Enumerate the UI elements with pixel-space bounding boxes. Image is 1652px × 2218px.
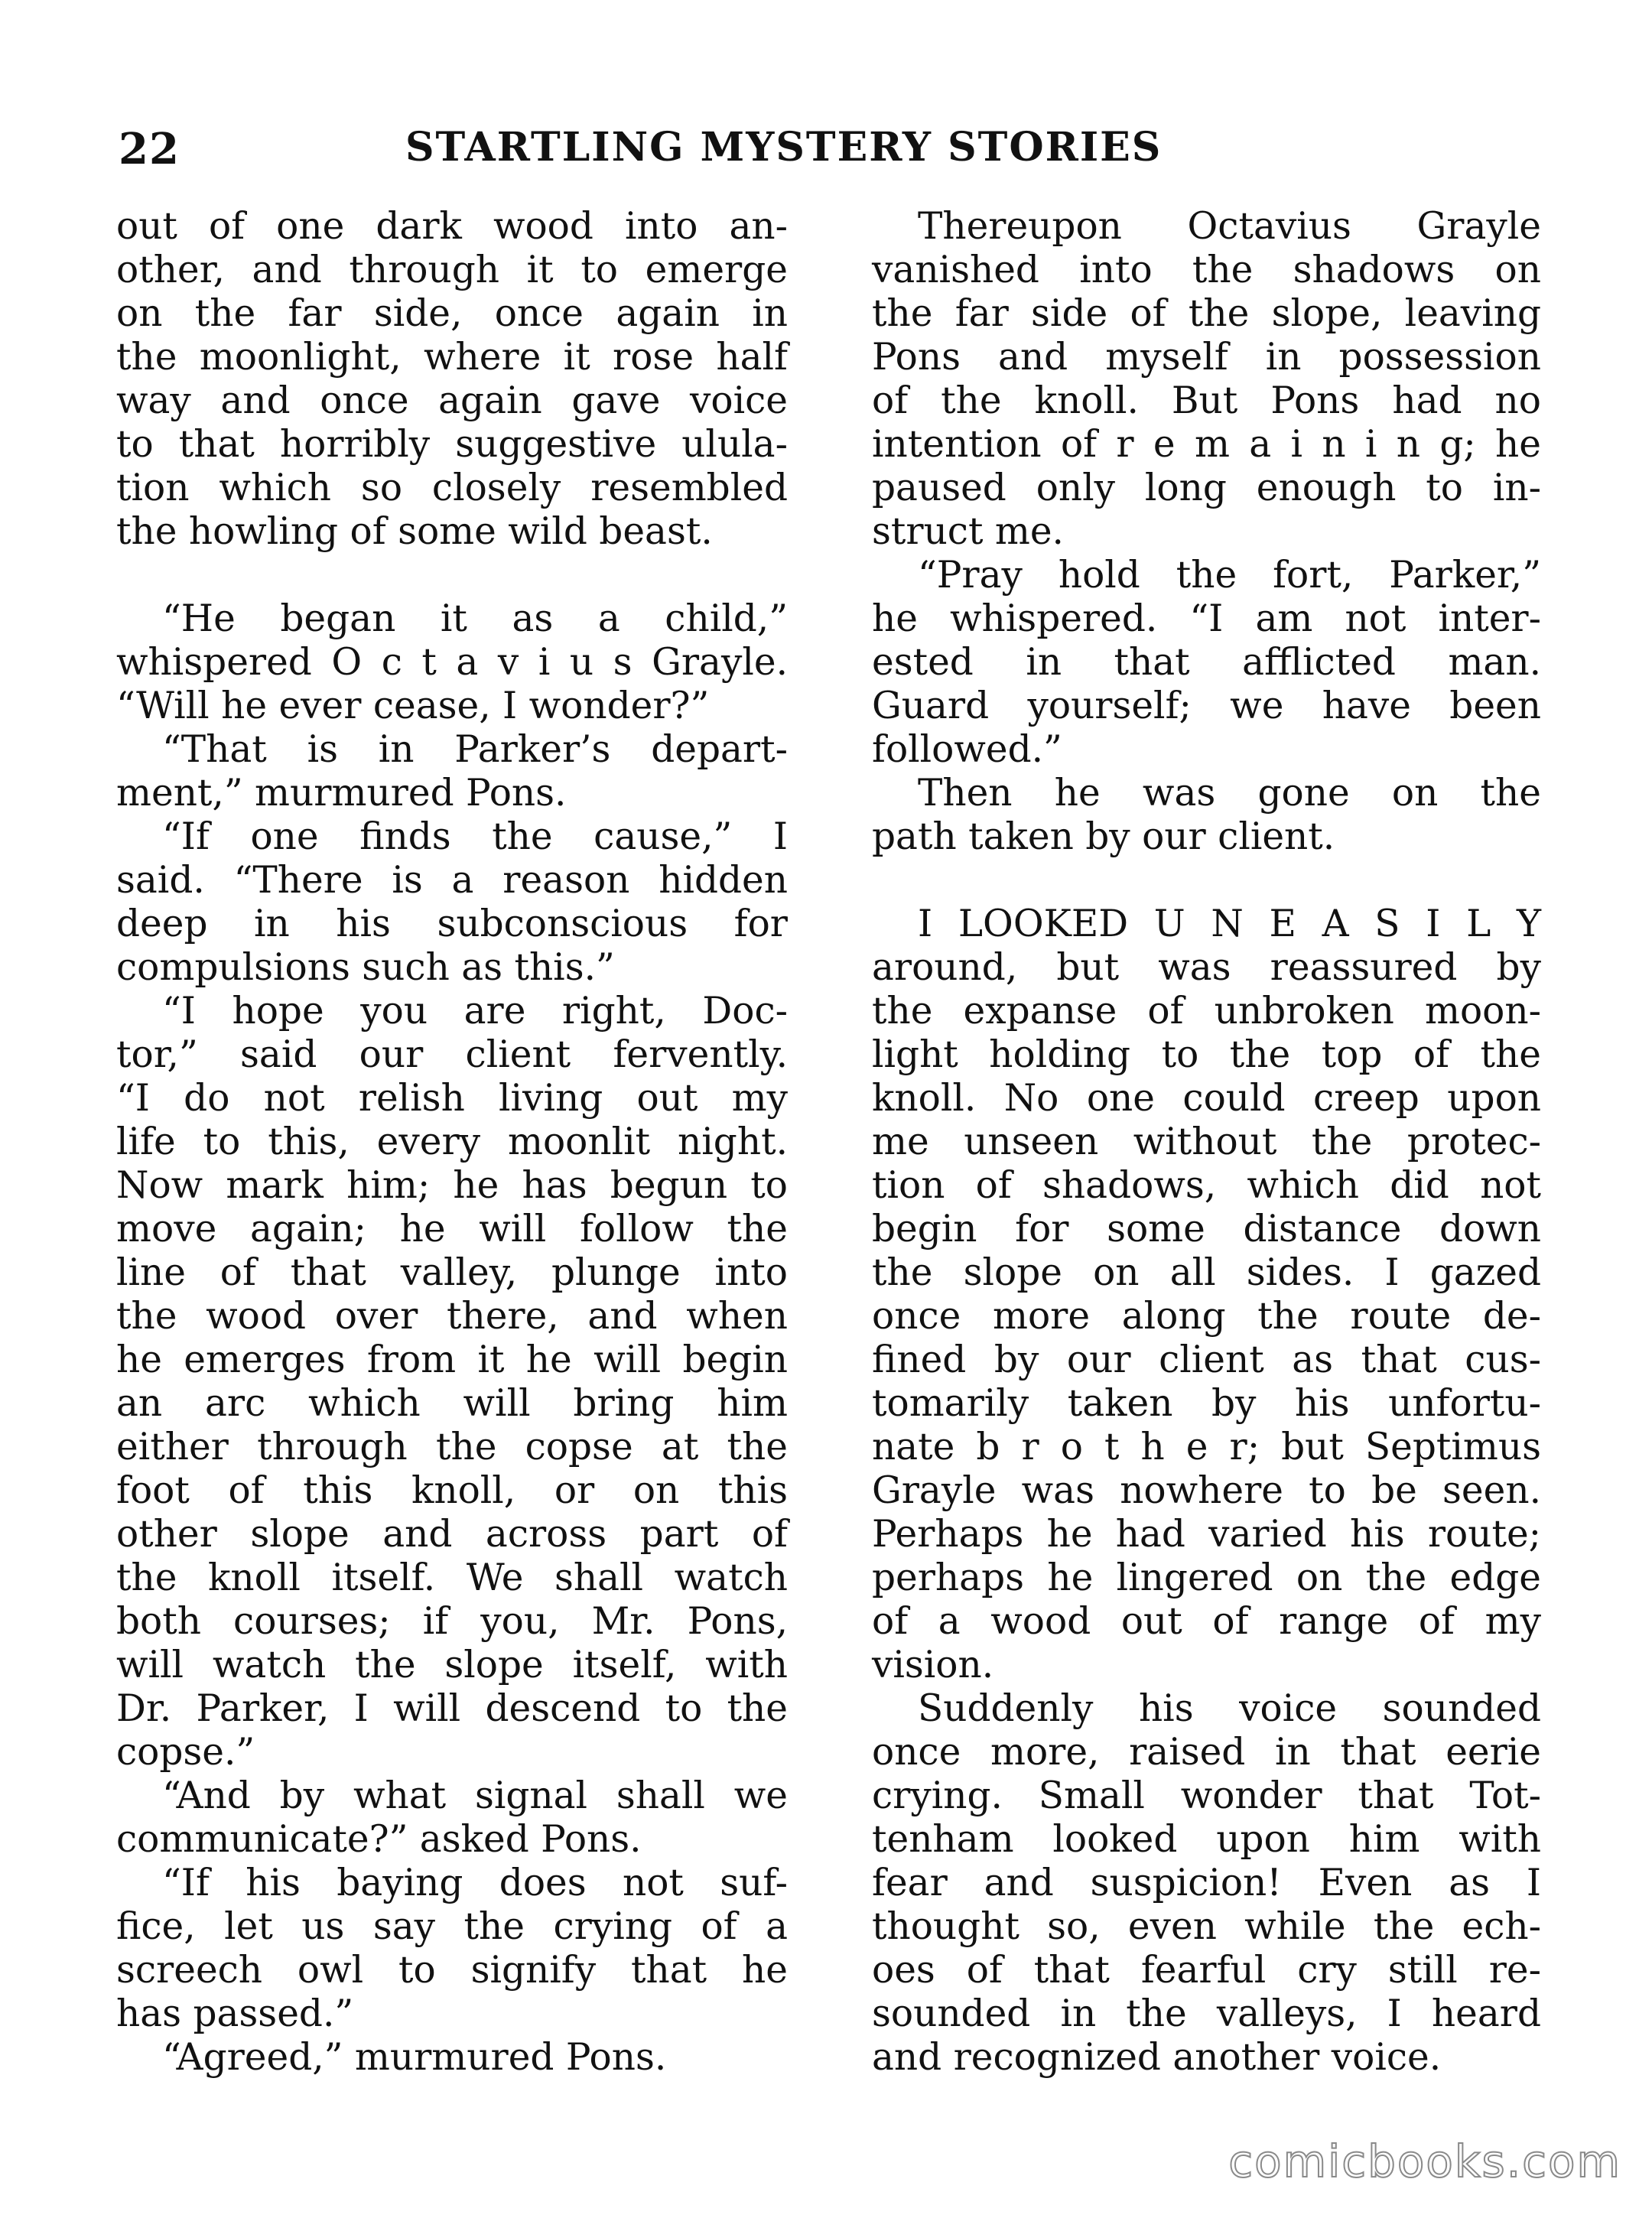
text-line: the far side of the slope, leaving — [872, 292, 1541, 335]
text-line: foot of this knoll, or on this — [116, 1469, 788, 1512]
text-line: Pons and myself in possession — [872, 336, 1541, 379]
text-line: Thereupon Octavius Grayle — [918, 205, 1541, 248]
text-line: Grayle was nowhere to be seen. — [872, 1469, 1541, 1512]
text-line: sounded in the valleys, I heard — [872, 1992, 1541, 2035]
text-line: “If his baying does not suf- — [162, 1862, 788, 1904]
text-line: perhaps he lingered on the edge — [872, 1556, 1541, 1599]
text-line: followed.” — [872, 728, 1062, 771]
text-line: “Agreed,” murmured Pons. — [162, 2036, 667, 2079]
text-line: nate b r o t h e r; but Septimus — [872, 1426, 1541, 1468]
paragraph-gap — [872, 859, 1541, 902]
text-line: the expanse of unbroken moon- — [872, 990, 1541, 1033]
text-line: paused only long enough to in- — [872, 467, 1541, 509]
text-line: will watch the slope itself, with — [116, 1644, 788, 1686]
text-line: the slope on all sides. I gazed — [872, 1251, 1541, 1294]
text-line: light holding to the top of the — [872, 1033, 1541, 1076]
text-line: copse.” — [116, 1731, 255, 1774]
running-head: STARTLING MYSTERY STORIES — [405, 124, 1163, 171]
text-line: I LOOKED U N E A S I L Y — [918, 902, 1541, 945]
text-line: “Pray hold the fort, Parker,” — [918, 554, 1541, 597]
text-line: communicate?” asked Pons. — [116, 1818, 642, 1861]
text-line: ment,” murmured Pons. — [116, 772, 567, 815]
text-line: other slope and across part of — [116, 1513, 788, 1556]
left-column — [116, 205, 788, 2080]
text-line: tenham looked upon him with — [872, 1818, 1541, 1861]
text-line: tion of shadows, which did not — [872, 1164, 1541, 1207]
text-line: fined by our client as that cus- — [872, 1338, 1541, 1381]
text-line: deep in his subconscious for — [116, 902, 788, 945]
text-line: the wood over there, and when — [116, 1295, 788, 1338]
text-line: and recognized another voice. — [872, 2036, 1442, 2079]
text-line: of a wood out of range of my — [872, 1600, 1541, 1643]
text-line: struct me. — [872, 510, 1064, 553]
text-line: Dr. Parker, I will descend to the — [116, 1687, 788, 1730]
text-line: move again; he will follow the — [116, 1208, 788, 1250]
text-line: crying. Small wonder that Tot- — [872, 1774, 1541, 1817]
text-line: Now mark him; he has begun to — [116, 1164, 788, 1207]
text-line: ested in that afflicted man. — [872, 641, 1541, 684]
text-line: the howling of some wild beast. — [116, 510, 713, 553]
text-line: line of that valley, plunge into — [116, 1251, 788, 1294]
text-line: to that horribly suggestive ulula- — [116, 423, 788, 466]
text-line: way and once again gave voice — [116, 379, 788, 422]
text-line: tomarily taken by his unfortu- — [872, 1382, 1541, 1425]
text-line: out of one dark wood into an- — [116, 205, 788, 248]
text-line: either through the copse at the — [116, 1426, 788, 1468]
text-line: thought so, even while the ech- — [872, 1905, 1541, 1948]
page-number: 22 — [119, 124, 180, 174]
text-line: Guard yourself; we have been — [872, 685, 1541, 727]
text-line: an arc which will bring him — [116, 1382, 788, 1425]
text-line: begin for some distance down — [872, 1208, 1541, 1250]
text-line: “I hope you are right, Doc- — [162, 990, 788, 1033]
text-line: “That is in Parker’s depart- — [162, 728, 788, 771]
text-line: the knoll itself. We shall watch — [116, 1556, 788, 1599]
text-line: once more, raised in that eerie — [872, 1731, 1541, 1774]
text-line: intention of r e m a i n i n g; he — [872, 423, 1541, 466]
text-line: tor,” said our client fervently. — [116, 1033, 788, 1076]
text-line: vanished into the shadows on — [872, 249, 1541, 291]
text-line: “If one finds the cause,” I — [162, 815, 788, 858]
text-line: whispered O c t a v i u s Grayle. — [116, 641, 788, 684]
text-line: both courses; if you, Mr. Pons, — [116, 1600, 788, 1643]
text-line: Then he was gone on the — [918, 772, 1541, 815]
text-line: “I do not relish living out my — [116, 1077, 788, 1120]
watermark-logo: comicbooks.com — [1228, 2135, 1621, 2187]
right-column — [872, 205, 1541, 2080]
text-line: once more along the route de- — [872, 1295, 1541, 1338]
text-line: knoll. No one could creep upon — [872, 1077, 1541, 1120]
text-line: me unseen without the protec- — [872, 1120, 1541, 1163]
text-line: of the knoll. But Pons had no — [872, 379, 1541, 422]
text-line: tion which so closely resembled — [116, 467, 788, 509]
text-line: path taken by our client. — [872, 815, 1335, 858]
text-line: on the far side, once again in — [116, 292, 788, 335]
text-line: “And by what signal shall we — [162, 1774, 788, 1817]
paragraph-gap — [116, 554, 788, 597]
text-line: “He began it as a child,” — [162, 597, 788, 640]
text-line: he whispered. “I am not inter- — [872, 597, 1541, 640]
text-line: life to this, every moonlit night. — [116, 1120, 788, 1163]
text-line: screech owl to signify that he — [116, 1949, 788, 1992]
text-line: “Will he ever cease, I wonder?” — [116, 685, 710, 727]
text-line: Suddenly his voice sounded — [918, 1687, 1541, 1730]
text-line: Perhaps he had varied his route; — [872, 1513, 1541, 1556]
text-line: he emerges from it he will begin — [116, 1338, 788, 1381]
text-line: vision. — [872, 1644, 994, 1686]
text-line: has passed.” — [116, 1992, 354, 2035]
text-line: fice, let us say the crying of a — [116, 1905, 788, 1948]
text-line: oes of that fearful cry still re- — [872, 1949, 1541, 1992]
text-line: around, but was reassured by — [872, 946, 1541, 989]
text-line: fear and suspicion! Even as I — [872, 1862, 1541, 1904]
text-line: other, and through it to emerge — [116, 249, 788, 291]
text-line: said. “There is a reason hidden — [116, 859, 788, 902]
text-line: the moonlight, where it rose half — [116, 336, 788, 379]
text-line: compulsions such as this.” — [116, 946, 615, 989]
